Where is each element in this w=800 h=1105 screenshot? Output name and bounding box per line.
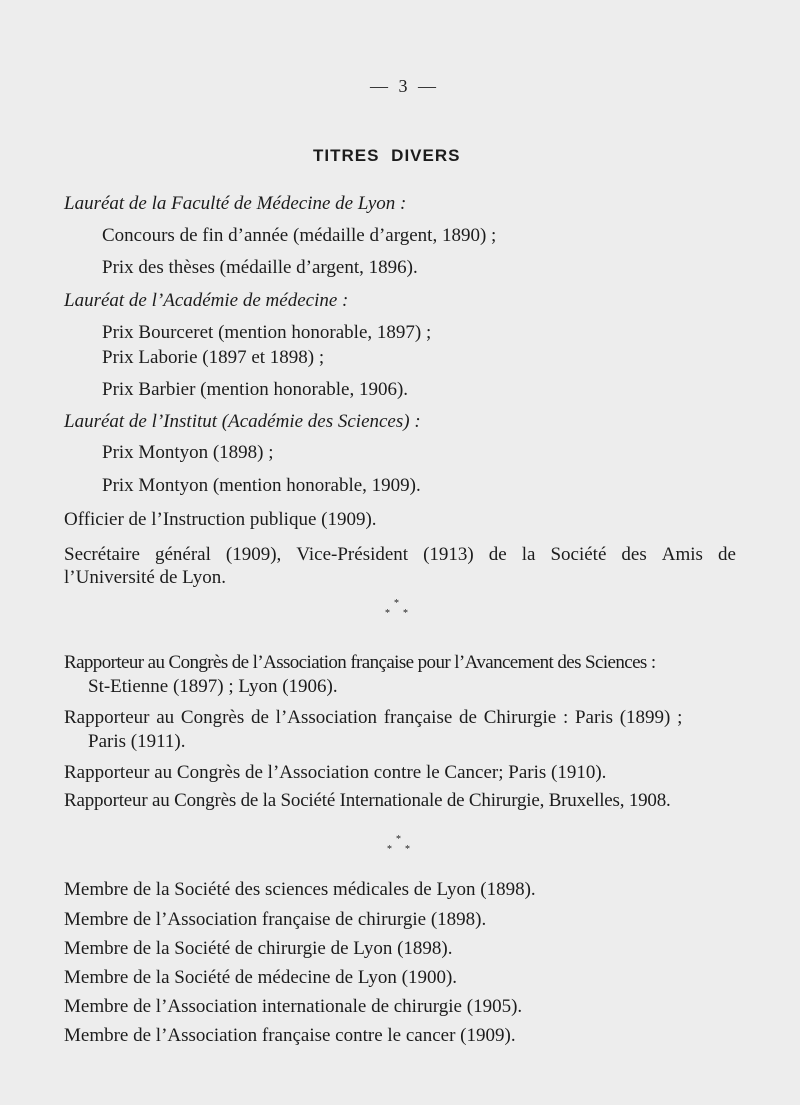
word: (1913)	[423, 544, 474, 565]
word: Vice-Président	[296, 544, 409, 565]
rapporteur-3: Rapporteur au Congrès de l’Association contre le Cancer; Paris (1910).	[64, 762, 607, 783]
list-item: Prix Bourceret (mention honorable, 1897) ;	[102, 322, 432, 343]
page-title: TITRES DIVERS	[313, 146, 461, 165]
list-item: Prix Montyon (mention honorable, 1909).	[102, 475, 421, 496]
word: des	[621, 544, 647, 565]
laureat-institut-heading: Lauréat de l’Institut (Académie des Sciences) :	[64, 411, 421, 432]
membre-line: Membre de l’Association française de chirurgie (1898).	[64, 909, 487, 930]
rapporteur-1-line-2: St-Etienne (1897) ; Lyon (1906).	[88, 676, 338, 697]
word: la	[521, 544, 536, 565]
list-item: Prix Montyon (1898) ;	[102, 442, 274, 463]
asterisk: *	[387, 844, 392, 855]
word: Secrétaire	[64, 544, 140, 565]
page-number: — 3 —	[370, 76, 439, 96]
secretaire-line-1	[64, 543, 736, 567]
word: de	[488, 544, 507, 565]
list-item: Concours de fin d’année (médaille d’argent, 1890) ;	[102, 225, 497, 246]
asterisk: *	[396, 834, 401, 845]
word: de	[717, 544, 736, 565]
list-item: Prix Laborie (1897 et 1898) ;	[102, 347, 325, 368]
membre-line: Membre de la Société de médecine de Lyon (1900).	[64, 967, 458, 988]
asterisk: *	[394, 598, 399, 609]
rapporteur-1-line-1: Rapporteur au Congrès de l’Association française pour l’Avancement des Sciences :	[64, 652, 656, 673]
rapporteur-4: Rapporteur au Congrès de la Société Internationale de Chirurgie, Bruxelles, 1908.	[64, 790, 671, 811]
laureat-faculte-heading: Lauréat de la Faculté de Médecine de Lyon :	[64, 193, 407, 214]
asterisk: *	[385, 608, 390, 619]
list-item: Prix des thèses (médaille d’argent, 1896).	[102, 257, 418, 278]
membre-line: Membre de la Société des sciences médicales de Lyon (1898).	[64, 879, 536, 900]
list-item: Prix Barbier (mention honorable, 1906).	[102, 379, 409, 400]
laureat-academie-heading: Lauréat de l’Académie de médecine :	[64, 290, 349, 311]
word: Société	[550, 544, 607, 565]
rapporteur-2-line-2: Paris (1911).	[88, 731, 186, 752]
officier-line: Officier de l’Instruction publique (1909).	[64, 509, 377, 530]
membre-line: Membre de l’Association internationale de chirurgie (1905).	[64, 996, 523, 1017]
word: Amis	[661, 544, 703, 565]
word: général	[154, 544, 211, 565]
asterisk: *	[405, 844, 410, 855]
rapporteur-2-line-1: Rapporteur au Congrès de l’Association française de Chirurgie : Paris (1899) ;	[64, 707, 683, 728]
secretaire-line-2: l’Université de Lyon.	[64, 567, 226, 588]
membre-line: Membre de la Société de chirurgie de Lyon (1898).	[64, 938, 453, 959]
asterisk: *	[403, 608, 408, 619]
word: (1909),	[225, 544, 282, 565]
membre-line: Membre de l’Association française contre le cancer (1909).	[64, 1025, 516, 1046]
